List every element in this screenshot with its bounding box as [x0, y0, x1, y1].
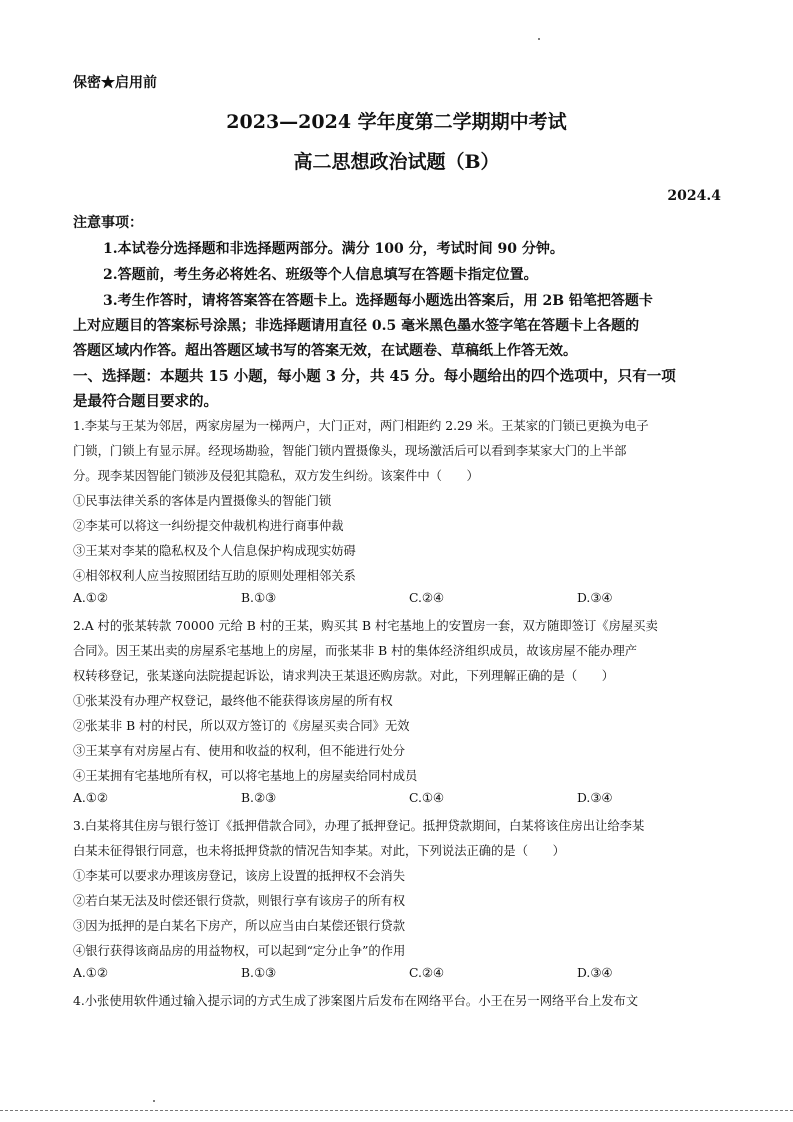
q2-choice-b: B.②③ [241, 791, 276, 805]
q1-choice-c: C.②④ [409, 591, 444, 605]
q1-choice-a: A.①② [73, 591, 108, 605]
confidential-label: 保密★启用前 [73, 75, 157, 91]
q3-statement-1: ①李某可以要求办理该房登记，该房上设置的抵押权不会消失 [73, 869, 406, 883]
q2-statement-4: ④王某拥有宅基地所有权，可以将宅基地上的房屋卖给同村成员 [73, 769, 418, 783]
q2-statement-2: ②张某非 B 村的村民，所以双方签订的《房屋买卖合同》无效 [73, 719, 410, 733]
q2-statement-1: ①张某没有办理产权登记，最终他不能获得该房屋的所有权 [73, 694, 393, 708]
exam-subtitle: 高二思想政治试题（B） [293, 151, 500, 173]
q2-choice-a: A.①② [73, 791, 108, 805]
q2-stem-line-2: 合同》。因王某出卖的房屋系宅基地上的房屋，而张某非 B 村的集体经济组织成员，故该房屋不能办理产 [73, 644, 638, 658]
q3-choice-a: A.①② [73, 966, 108, 980]
scan-dot [538, 38, 540, 40]
q2-stem-line-1: 2.A 村的张某转款 70000 元给 B 村的王某，购买其 B 村宅基地上的安置房一套，双方随即签订《房屋买卖 [73, 619, 658, 633]
q2-choice-c: C.①④ [409, 791, 444, 805]
q2-statement-3: ③王某享有对房屋占有、使用和收益的权利，但不能进行处分 [73, 744, 406, 758]
q1-statement-3: ③王某对李某的隐私权及个人信息保护构成现实妨碍 [73, 544, 356, 558]
q1-stem-line-3: 分。现李某因智能门锁涉及侵犯其隐私，双方发生纠纷。该案件中（ ） [73, 469, 479, 483]
q2-choice-d: D.③④ [577, 791, 613, 805]
q3-choice-c: C.②④ [409, 966, 444, 980]
q1-choice-b: B.①③ [241, 591, 276, 605]
scan-dot [153, 1100, 155, 1102]
note-3-line-3: 答题区域内作答。超出答题区域书写的答案无效，在试题卷、草稿纸上作答无效。 [73, 343, 577, 359]
q4-stem-line-1: 4.小张使用软件通过输入提示词的方式生成了涉案图片后发布在网络平台。小王在另一网络平台上发布文 [73, 994, 639, 1008]
q3-statement-3: ③因为抵押的是白某名下房产，所以应当由白某偿还银行贷款 [73, 919, 406, 933]
note-1: 1.本试卷分选择题和非选择题两部分。满分 100 分，考试时间 90 分钟。 [103, 241, 564, 257]
q2-stem-line-3: 权转移登记，张某遂向法院提起诉讼，请求判决王某退还购房款。对此，下列理解正确的是（ ） [73, 669, 615, 683]
q1-choice-d: D.③④ [577, 591, 613, 605]
note-3-line-2: 上对应题目的答案标号涂黑；非选择题请用直径 0.5 毫米黑色墨水签字笔在答题卡上各题的 [73, 318, 640, 334]
q3-stem-line-2: 白某未征得银行同意，也未将抵押贷款的情况告知李某。对此，下列说法正确的是（ ） [73, 844, 565, 858]
page-bottom-divider [0, 1110, 793, 1111]
section-heading-line-2: 是最符合题目要求的。 [73, 393, 218, 410]
exam-date: 2024.4 [667, 188, 721, 204]
notes-heading: 注意事项： [73, 215, 143, 231]
q3-choice-b: B.①③ [241, 966, 276, 980]
q1-stem-line-1: 1.李某与王某为邻居，两家房屋为一梯两户，大门正对，两门相距约 2.29 米。王某家的门锁已更换为电子 [73, 419, 649, 433]
section-heading-line-1: 一、选择题：本题共 15 小题，每小题 3 分，共 45 分。每小题给出的四个选项中，只有一项 [73, 368, 676, 385]
note-2: 2.答题前，考生务必将姓名、班级等个人信息填写在答题卡指定位置。 [103, 267, 538, 283]
q3-statement-4: ④银行获得该商品房的用益物权，可以起到“定分止争”的作用 [73, 944, 406, 958]
q1-statement-1: ①民事法律关系的客体是内置摄像头的智能门锁 [73, 494, 332, 508]
q3-stem-line-1: 3.白某将其住房与银行签订《抵押借款合同》，办理了抵押登记。抵押贷款期间，白某将该住房出让给李某 [73, 819, 645, 833]
exam-title: 2023—2024 学年度第二学期期中考试 [226, 111, 567, 133]
q1-statement-2: ②李某可以将这一纠纷提交仲裁机构进行商事仲裁 [73, 519, 344, 533]
q1-statement-4: ④相邻权利人应当按照团结互助的原则处理相邻关系 [73, 569, 356, 583]
q3-choice-d: D.③④ [577, 966, 613, 980]
q3-statement-2: ②若白某无法及时偿还银行贷款，则银行享有该房子的所有权 [73, 894, 406, 908]
note-3-line-1: 3.考生作答时，请将答案答在答题卡上。选择题每小题选出答案后，用 2B 铅笔把答题卡 [103, 293, 653, 309]
q1-stem-line-2: 门锁，门锁上有显示屏。经现场勘验，智能门锁内置摄像头，现场激活后可以看到李某家大门的上半部 [73, 444, 627, 458]
